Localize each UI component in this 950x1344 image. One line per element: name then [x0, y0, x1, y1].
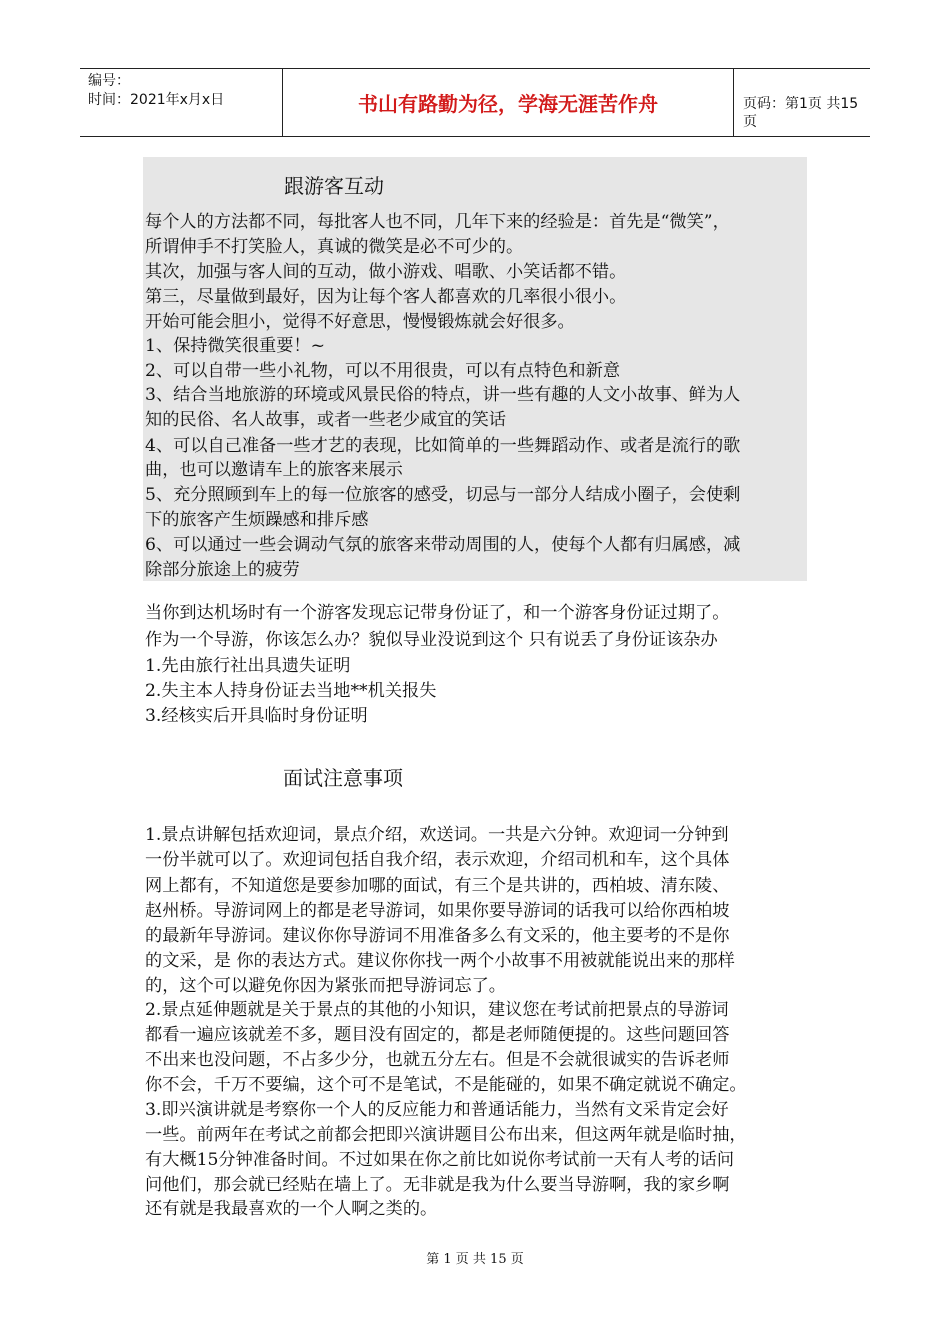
header-meta-cell: [80, 69, 282, 136]
paragraph-line: 所谓伸手不打笑脸人，真诚的微笑是必不可少的。: [145, 237, 524, 257]
motto: 书山有路勤为径，学海无涯苦作舟: [358, 92, 658, 116]
list-item: 3、结合当地旅游的环境或风景民俗的特点，讲一些有趣的人文小故事、鲜为人: [145, 385, 741, 405]
list-item: 除部分旅途上的疲劳: [145, 560, 300, 580]
date-label: 时间：2021年x月x日: [88, 92, 225, 108]
paragraph-line: 其次，加强与客人间的互动，做小游戏、唱歌、小笑话都不错。: [145, 262, 627, 282]
list-item: 下的旅客产生烦躁感和排斥感: [145, 510, 369, 530]
list-item: 6、可以通过一些会调动气氛的旅客来带动周围的人，使每个人都有归属感，减: [145, 535, 741, 555]
paragraph-line: 一些。前两年在考试之前都会把即兴演讲题目公布出来，但这两年就是临时抽，: [145, 1125, 747, 1145]
section-title-interaction: 跟游客互动: [284, 174, 384, 198]
page-footer: 第 1 页 共 15 页: [426, 1252, 524, 1267]
paragraph-line: 的文采，是 你的表达方式。建议你你找一两个小故事不用被就能说出来的那样: [145, 951, 735, 971]
paragraph-line: 的，这个可以避免你因为紧张而把导游词忘了。: [145, 976, 506, 996]
paragraph-line: 你不会，千万不要编，这个可不是笔试，不是能碰的，如果不确定就说不确定。: [145, 1075, 747, 1095]
paragraph-line: 不出来也没问题，不占多少分，也就五分左右。但是不会就很诚实的告诉老师: [145, 1050, 730, 1070]
page-header: [80, 68, 870, 137]
paragraph-line: 网上都有，不知道您是要参加哪的面试，有三个是共讲的，西柏坡、清东陵、: [145, 876, 730, 896]
paragraph-line: 当你到达机场时有一个游客发现忘记带身份证了，和一个游客身份证过期了。: [145, 603, 730, 623]
paragraph-line: 还有就是我最喜欢的一个人啊之类的。: [145, 1199, 438, 1219]
paragraph-line: 第三，尽量做到最好，因为让每个客人都喜欢的几率很小很小。: [145, 287, 627, 307]
list-item: 5、充分照顾到车上的每一位旅客的感受，切忌与一部分人结成小圈子，会使剩: [145, 485, 741, 505]
paragraph-line: 一份半就可以了。欢迎词包括自我介绍，表示欢迎，介绍司机和车，这个具体: [145, 850, 730, 870]
list-item: 1、保持微笑很重要！~: [145, 336, 326, 356]
number-label: 编号：: [88, 73, 130, 89]
paragraph-line: 1.景点讲解包括欢迎词，景点介绍，欢送词。一共是六分钟。欢迎词一分钟到: [145, 825, 729, 845]
paragraph-line: 问他们，那会就已经贴在墙上了。无非就是我为什么要当导游啊，我的家乡啊: [145, 1175, 730, 1195]
list-item: 2、可以自带一些小礼物，可以不用很贵，可以有点特色和新意: [145, 361, 621, 381]
list-item: 1.先由旅行社出具遗失证明: [145, 656, 351, 676]
paragraph-line: 作为一个导游，你该怎么办？貌似导业没说到这个 只有说丢了身份证该杂办: [145, 630, 718, 650]
paragraph-line: 赵州桥。导游词网上的都是老导游词，如果你要导游词的话我可以给你西柏坡: [145, 901, 730, 921]
section-title-interview: 面试注意事项: [283, 766, 403, 790]
list-item: 4、可以自己准备一些才艺的表现，比如简单的一些舞蹈动作、或者是流行的歌: [145, 436, 741, 456]
page-info: 页码：第1页 共15页: [743, 96, 859, 130]
paragraph-line: 都看一遍应该就差不多，题目没有固定的，都是老师随便提的。这些问题回答: [145, 1025, 730, 1045]
paragraph-line: 每个人的方法都不同，每批客人也不同，几年下来的经验是：首先是“微笑”，: [145, 212, 730, 232]
paragraph-line: 2.景点延伸题就是关于景点的其他的小知识，建议您在考试前把景点的导游词: [145, 1000, 729, 1020]
paragraph-line: 3.即兴演讲就是考察你一个人的反应能力和普通话能力，当然有文采肯定会好: [145, 1100, 729, 1120]
paragraph-line: 开始可能会胆小，觉得不好意思，慢慢锻炼就会好很多。: [145, 312, 575, 332]
list-item: 3.经核实后开具临时身份证明: [145, 706, 368, 726]
paragraph-line: 有大概15分钟准备时间。不过如果在你之前比如说你考试前一天有人考的话问: [145, 1150, 735, 1170]
list-item: 2.失主本人持身份证去当地**机关报失: [145, 681, 437, 701]
header-motto-cell: [282, 69, 734, 136]
header-page-cell: [733, 69, 870, 136]
list-item: 曲，也可以邀请车上的旅客来展示: [145, 460, 403, 480]
paragraph-line: 的最新年导游词。建议你你导游词不用准备多么有文采的，他主要考的不是你: [145, 926, 730, 946]
list-item: 知的民俗、名人故事，或者一些老少咸宜的笑话: [145, 410, 506, 430]
